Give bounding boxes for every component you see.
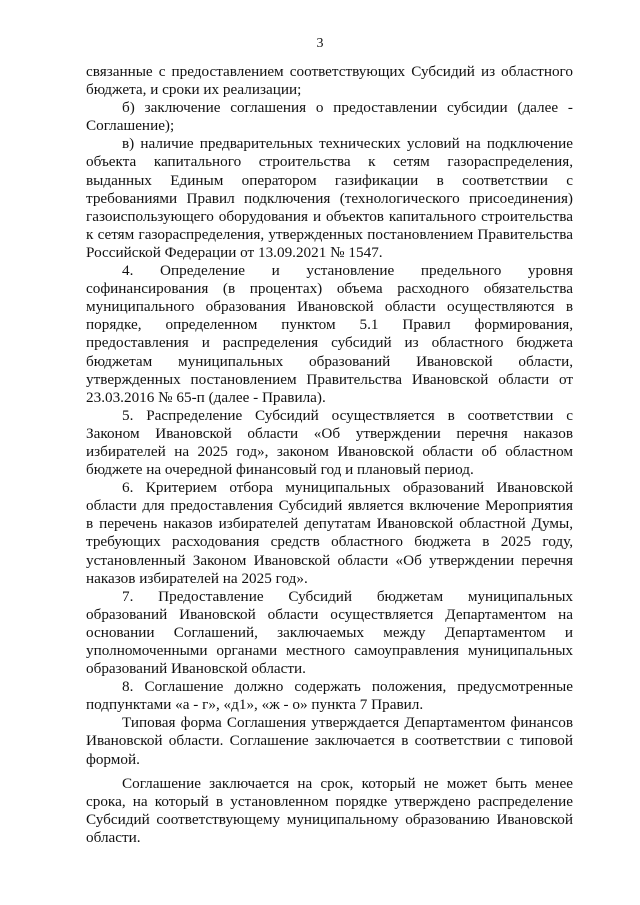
paragraph-4: 4. Определение и установление предельного уровня софинансирования (в процентах) объема расходного обязательства муниципального образования Ивановской области осуществляются в порядке, определенном пунктом 5.1 Правил формирования, предоставления и распределения субсидий из областного бюджета бюджетам муниципальных образований Ивановской области, утвержденных постановлением Правительства Ивановской области от 23.03.2016 № 65-п (далее - Правила).	[86, 262, 573, 406]
paragraph-item-v: в) наличие предварительных технических условий на подключение объекта капитального строительства к сетям газораспределения, выданных Единым оператором газификации в соответствии с требованиями Правил подключения (технологического присоединения) газоиспользующего оборудования и объектов капитального строительства к сетям газораспределения, утвержденных постановлением Правительства Российской Федерации от 13.09.2021 № 1547.	[86, 135, 573, 261]
document-body	[86, 63, 573, 847]
paragraph-typical-form: Типовая форма Соглашения утверждается Департаментом финансов Ивановской области. Соглашение заключается в соответствии с типовой формой.	[86, 714, 573, 768]
paragraph-5: 5. Распределение Субсидий осуществляется в соответствии с Законом Ивановской области «Об утверждении перечня наказов избирателей на 2025 год», законом Ивановской области об областном бюджете на очередной финансовый год и плановый период.	[86, 406, 573, 479]
page-number: 3	[316, 36, 324, 51]
paragraph-continuation: связанные с предоставлением соответствующих Субсидий из областного бюджета, и сроки их реализации;	[86, 63, 573, 99]
paragraph-agreement-term: Соглашение заключается на срок, который не может быть менее срока, на который в установленном порядке утверждено распределение Субсидий соответствующему муниципальному образованию Ивановской области.	[86, 774, 573, 846]
paragraph-8: 8. Соглашение должно содержать положения, предусмотренные подпунктами «а - г», «д1», «ж - о» пункта 7 Правил.	[86, 678, 573, 714]
paragraph-6: 6. Критерием отбора муниципальных образований Ивановской области для предоставления Субсидий является включение Мероприятия в перечень наказов избирателей депутатам Ивановской областной Думы, требующих расходования средств областного бюджета в 2025 году, установленный Законом Ивановской области «Об утверждении перечня наказов избирателей на 2025 год».	[86, 479, 573, 587]
paragraph-7: 7. Предоставление Субсидий бюджетам муниципальных образований Ивановской области осуществляется Департаментом на основании Соглашений, заключаемых между Департаментом и уполномоченными органами местного самоуправления муниципальных образований Ивановской области.	[86, 587, 573, 678]
paragraph-item-b: б) заключение соглашения о предоставлении субсидии (далее - Соглашение);	[86, 99, 573, 135]
